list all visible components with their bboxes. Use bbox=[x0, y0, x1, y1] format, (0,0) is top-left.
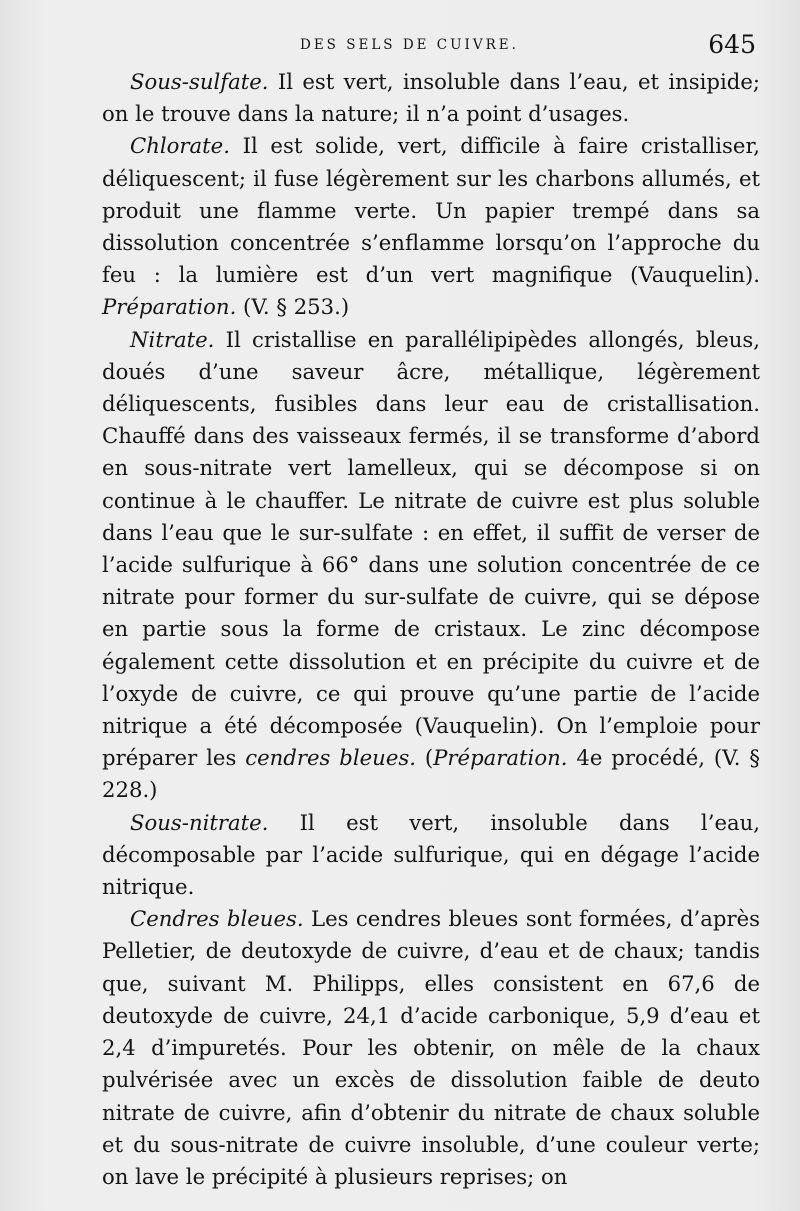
paragraph-sous-nitrate bbox=[102, 807, 760, 904]
preparation-label: Préparation. bbox=[433, 745, 568, 771]
entry-term: Nitrate. bbox=[130, 326, 215, 352]
running-title: DES SELS DE CUIVRE. bbox=[300, 37, 519, 53]
entry-text: Il est vert, insoluble dans l’eau, et insipide; on le trouve dans la nature; il n’a point d’usages. bbox=[102, 69, 760, 127]
paragraph-nitrate bbox=[102, 324, 760, 807]
entry-term: Cendres bleues. bbox=[130, 906, 304, 932]
paragraph-cendres-bleues bbox=[102, 903, 760, 1193]
entry-term: Sous-nitrate. bbox=[130, 809, 269, 835]
paragraph-chlorate bbox=[102, 130, 760, 323]
body-text bbox=[102, 66, 760, 1193]
entry-text-cont: ( bbox=[415, 745, 434, 771]
entry-text: Il cristallise en parallélipipèdes allongés, bleus, doués d’une saveur âcre, métallique, légèrement déliquescents, fusibles dans leur eau de cristallisation. Chauffé dans des vaisseaux fermés, il se transforme d’abord en sous-nitrate vert lamelleux, qui se décompose si on continue à le chauffer. Le nitrate de cuivre est plus soluble dans l’eau que le sur-sulfate : en effet, il suffit de verser de l’acide sulfurique à 66° dans une solution concentrée de ce nitrate pour former du sur-sulfate de cuivre, qui se dépose en partie sous la forme de cristaux. Le zinc décompose également cette dissolution et en précipite du cuivre et de l’oxyde de cuivre, ce qui prouve qu’une partie de l’acide nitrique a été décomposée (Vauquelin). On l’emploie pour préparer les bbox=[102, 326, 760, 771]
page-number: 645 bbox=[708, 30, 756, 59]
entry-text: Les cendres bleues sont formées, d’après Pelletier, de deutoxyde de cuivre, d’eau et de chaux; tandis que, suivant M. Philipps, elles consistent en 67,6 de deutoxyde de cuivre, 24,1 d’acide carbonique, 5,9 d’eau et 2,4 d’impuretés. Pour les obtenir, on mêle de la chaux pulvérisée avec un excès de dissolution faible de deuto nitrate de cuivre, afin d’obtenir du nitrate de chaux soluble et du sous-nitrate de cuivre insoluble, d’une couleur verte; on lave le précipité à plusieurs reprises; on bbox=[102, 906, 760, 1189]
preparation-label: Préparation. bbox=[102, 294, 237, 320]
paragraph-sous-sulfate bbox=[102, 66, 760, 130]
page-header bbox=[104, 30, 756, 64]
entry-term: Chlorate. bbox=[130, 133, 230, 159]
emphasis-cendres-bleues: cendres bleues. bbox=[245, 745, 416, 771]
entry-text: Il est vert, insoluble dans l’eau, décomposable par l’acide sulfurique, qui en dégage l’acide nitrique. bbox=[102, 809, 760, 900]
cross-reference: (V. § 253.) bbox=[236, 294, 350, 320]
entry-text: Il est solide, vert, difficile à faire cristalliser, déliquescent; il fuse légèrement sur les charbons allumés, et produit une flamme verte. Un papier trempé dans sa dissolution concentrée s’enflamme lorsqu’on l’approche du feu : la lumière est d’un vert magnifique (Vauquelin). bbox=[102, 133, 760, 288]
cross-reference: 4e procédé, (V. § 228.) bbox=[102, 745, 760, 803]
entry-term: Sous-sulfate. bbox=[130, 69, 269, 94]
